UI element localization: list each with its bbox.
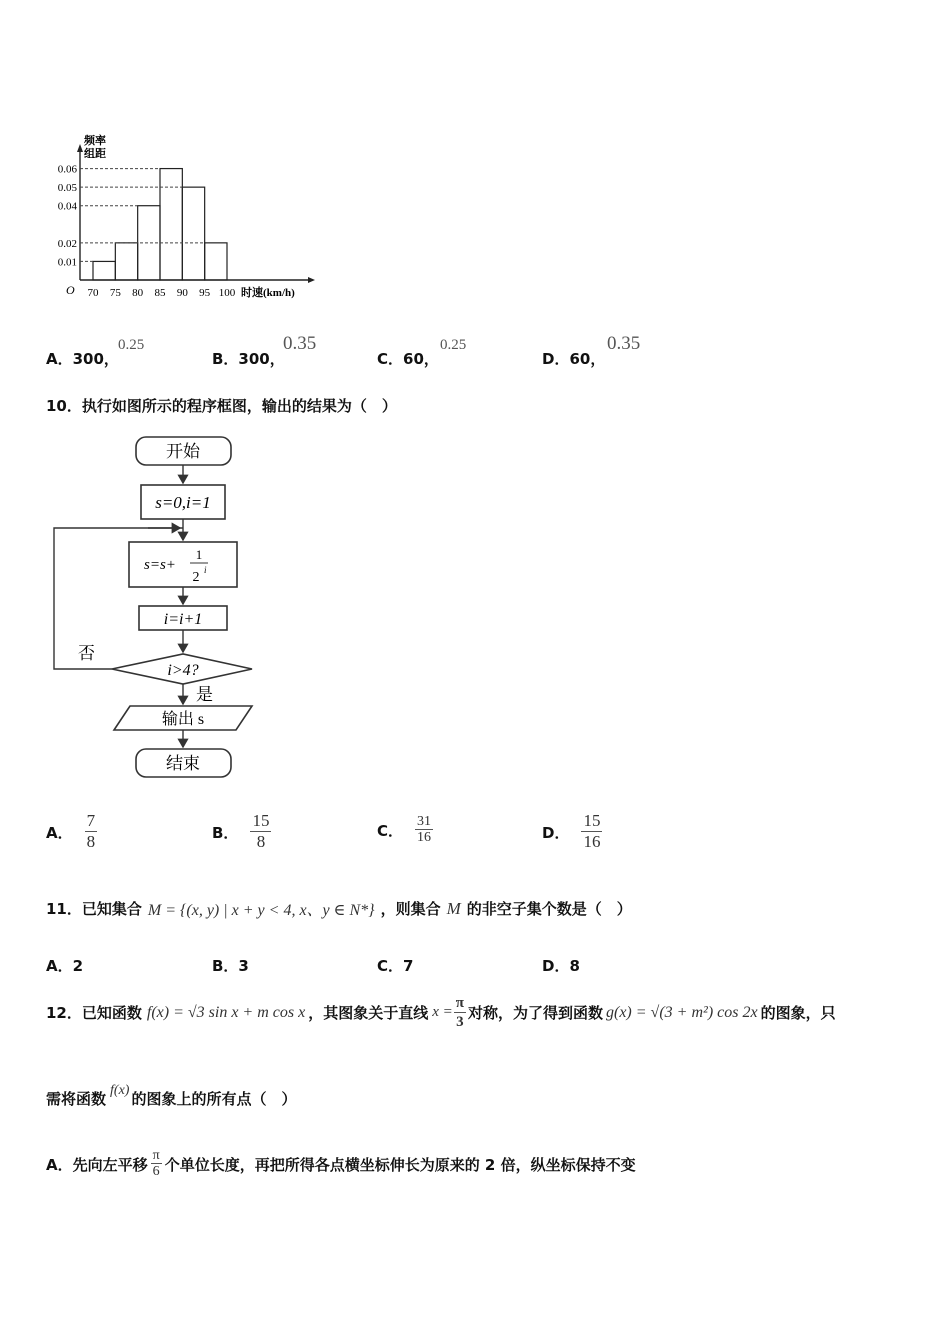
q10-option-a[interactable] (46, 812, 97, 852)
x-tick-label: 85 (154, 287, 166, 299)
q10-option-a-fraction (85, 812, 98, 852)
flow-update-lhs: s=s+ (144, 557, 176, 573)
q12-line-x: x = (432, 1004, 453, 1021)
q10-option-c-den: 16 (417, 830, 432, 846)
flow-no-label: 否 (78, 644, 95, 663)
q10-option-c-num: 31 (417, 814, 432, 829)
q12-line2-prefix: 需将函数 (46, 1090, 107, 1108)
q11-option-c[interactable]: C．7 (377, 957, 414, 975)
q12-line-num: π (455, 995, 464, 1011)
x-tick-label: 70 (87, 287, 99, 299)
q11-option-d[interactable]: D．8 (542, 957, 580, 975)
x-tick-label: 100 (218, 287, 236, 299)
q10-option-b[interactable] (212, 812, 271, 852)
flow-update-num: 1 (195, 547, 203, 562)
q11-stem (46, 897, 632, 920)
q12-option-a[interactable] (46, 1148, 636, 1181)
x-tick-label: 75 (109, 287, 121, 299)
q12-line-den: 3 (456, 1013, 464, 1030)
y-axis-arrow (77, 144, 83, 152)
q12-line2-f: f(x) (110, 1082, 130, 1098)
q10-option-d-fraction (581, 812, 602, 852)
y-tick-label: 0.02 (57, 237, 77, 250)
q11-suffix2: 的非空子集个数是（ ） (466, 900, 632, 918)
q12-prefix: 12．已知函数 (46, 1004, 142, 1023)
q12-mid2: 对称，为了得到函数 (467, 1004, 603, 1023)
q10-option-c[interactable] (377, 814, 433, 847)
flow-incr-label: i=i+1 (163, 611, 203, 628)
histogram-bar (115, 243, 137, 280)
q10-option-d-den: 16 (583, 831, 601, 851)
q10-option-d-label: D． (542, 823, 570, 842)
q10-option-b-den: 8 (256, 831, 266, 851)
x-tick-label: 80 (132, 287, 144, 299)
q10-option-c-label: C． (377, 822, 404, 841)
q9-option-a-label: A．300， (46, 350, 119, 368)
flow-yes-label: 是 (196, 685, 213, 704)
origin-label: O (66, 283, 75, 297)
q10-option-d-num: 15 (583, 811, 601, 830)
y-axis-label-bottom: 组距 (84, 148, 106, 160)
q12-g-expression: g(x) = √(3 + m²) cos 2x (606, 1003, 758, 1021)
q10-option-b-fraction (250, 812, 271, 852)
q12-mid1: ，其图象关于直线 (308, 1004, 429, 1023)
q10-option-a-label: A． (46, 823, 73, 842)
histogram-chart (40, 128, 330, 313)
q9-option-c-label: C．60， (377, 350, 439, 368)
q9-option-c[interactable] (377, 348, 439, 369)
q9-option-d-value: 0.35 (607, 333, 641, 354)
y-tick-label: 0.04 (57, 200, 77, 213)
flow-init-label: s=0,i=1 (155, 493, 211, 512)
q9-option-b-value: 0.35 (283, 333, 317, 354)
q10-option-a-den: 8 (86, 831, 96, 851)
q12-stem-line2 (46, 1082, 297, 1109)
x-tick-label: 90 (176, 287, 188, 299)
q10-stem: 10．执行如图所示的程序框图，输出的结果为（ ） (46, 397, 397, 415)
q12-f-expression: f(x) = √3 sin x + m cos x (146, 1003, 306, 1021)
y-tick-label: 0.01 (57, 256, 77, 269)
y-tick-label: 0.06 (57, 163, 77, 176)
q11-option-b[interactable]: B．3 (212, 957, 249, 975)
flow-update-den: 2 (192, 570, 200, 585)
x-axis-label: 时速(km/h) (241, 287, 295, 299)
flow-start-label: 开始 (166, 442, 200, 461)
flow-decision-label: i>4? (167, 662, 199, 679)
q12-stem-line1 (46, 995, 836, 1031)
q9-option-a[interactable] (46, 348, 119, 369)
q11-prefix: 11．已知集合 (46, 900, 142, 918)
q10-option-c-fraction (415, 814, 433, 847)
x-tick-label: 95 (199, 287, 211, 299)
histogram-bar (160, 169, 182, 280)
q12-line2-suffix: 的图象上的所有点（ ） (131, 1090, 297, 1108)
q11-set-expression: M = {(x, y) | x + y < 4, x、y ∈ N*} (147, 902, 375, 919)
histogram-bar (93, 261, 115, 280)
q9-option-c-value: 0.25 (440, 337, 467, 353)
q9-option-b[interactable] (212, 348, 285, 369)
flow-update-exp: i (204, 565, 207, 575)
y-tick-label: 0.05 (57, 182, 77, 195)
q12-option-a-den: 6 (152, 1164, 160, 1180)
q12-option-a-suffix: 个单位长度，再把所得各点横坐标伸长为原来的 2 倍，纵坐标保持不变 (164, 1156, 636, 1175)
q9-option-b-label: B．300， (212, 350, 285, 368)
q9-option-d-label: D．60， (542, 350, 606, 368)
q11-option-a[interactable]: A．2 (46, 957, 84, 975)
histogram-bar (205, 243, 227, 280)
q10-option-d[interactable] (542, 812, 602, 852)
q12-option-a-fraction (151, 1148, 162, 1181)
q10-option-a-num: 7 (86, 811, 96, 830)
q12-line-fraction (454, 995, 466, 1031)
flow-output-label: 输出 s (161, 711, 205, 728)
q12-option-a-num: π (152, 1148, 160, 1163)
q9-option-d[interactable] (542, 348, 605, 369)
q12-mid3: 的图象，只 (760, 1004, 836, 1023)
flowchart (48, 432, 263, 788)
flow-end-label: 结束 (166, 754, 200, 773)
x-axis-arrow (308, 277, 315, 283)
y-axis-label-top: 频率 (84, 135, 106, 147)
q11-suffix: ，则集合 (380, 900, 441, 918)
q10-option-b-label: B． (212, 823, 239, 842)
q10-option-b-num: 15 (252, 811, 270, 830)
q9-option-a-value: 0.25 (118, 337, 145, 353)
q11-set-name: M (446, 898, 461, 918)
histogram-bar (182, 187, 204, 280)
q12-option-a-prefix: A．先向左平移 (46, 1156, 148, 1175)
